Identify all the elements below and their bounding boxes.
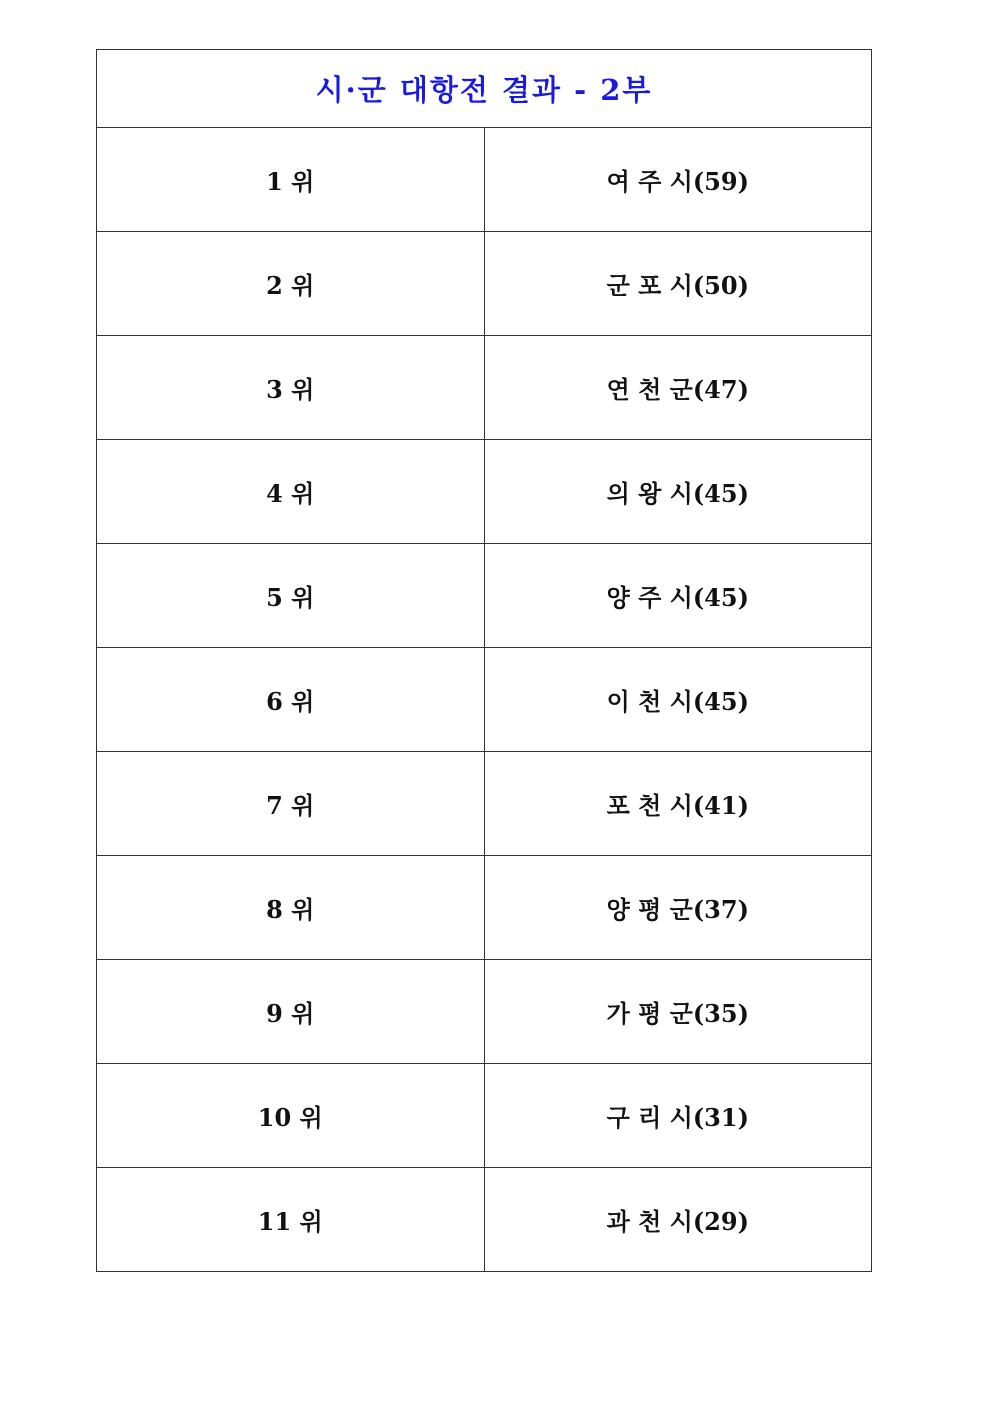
team-cell: 연 천 군(47)	[484, 336, 872, 440]
table-row	[97, 128, 872, 232]
table-row	[97, 1168, 872, 1272]
table-row	[97, 232, 872, 336]
table-row	[97, 648, 872, 752]
results-table	[96, 49, 872, 1272]
page-title: 시·군 대항전 결과 - 2부	[97, 50, 872, 128]
team-cell: 여 주 시(59)	[484, 128, 872, 232]
team-cell: 과 천 시(29)	[484, 1168, 872, 1272]
rank-cell: 7 위	[97, 752, 485, 856]
table-row	[97, 752, 872, 856]
rank-cell: 9 위	[97, 960, 485, 1064]
table-row	[97, 856, 872, 960]
rank-cell: 3 위	[97, 336, 485, 440]
title-row	[97, 50, 872, 128]
team-cell: 군 포 시(50)	[484, 232, 872, 336]
table-row	[97, 1064, 872, 1168]
rank-cell: 1 위	[97, 128, 485, 232]
table-row	[97, 544, 872, 648]
team-cell: 포 천 시(41)	[484, 752, 872, 856]
team-cell: 구 리 시(31)	[484, 1064, 872, 1168]
team-cell: 이 천 시(45)	[484, 648, 872, 752]
table-row	[97, 960, 872, 1064]
rank-cell: 10 위	[97, 1064, 485, 1168]
team-cell: 양 주 시(45)	[484, 544, 872, 648]
rank-cell: 5 위	[97, 544, 485, 648]
rank-cell: 8 위	[97, 856, 485, 960]
rank-cell: 11 위	[97, 1168, 485, 1272]
team-cell: 양 평 군(37)	[484, 856, 872, 960]
table-row	[97, 336, 872, 440]
team-cell: 의 왕 시(45)	[484, 440, 872, 544]
table-row	[97, 440, 872, 544]
team-cell: 가 평 군(35)	[484, 960, 872, 1064]
rank-cell: 4 위	[97, 440, 485, 544]
rank-cell: 2 위	[97, 232, 485, 336]
rank-cell: 6 위	[97, 648, 485, 752]
